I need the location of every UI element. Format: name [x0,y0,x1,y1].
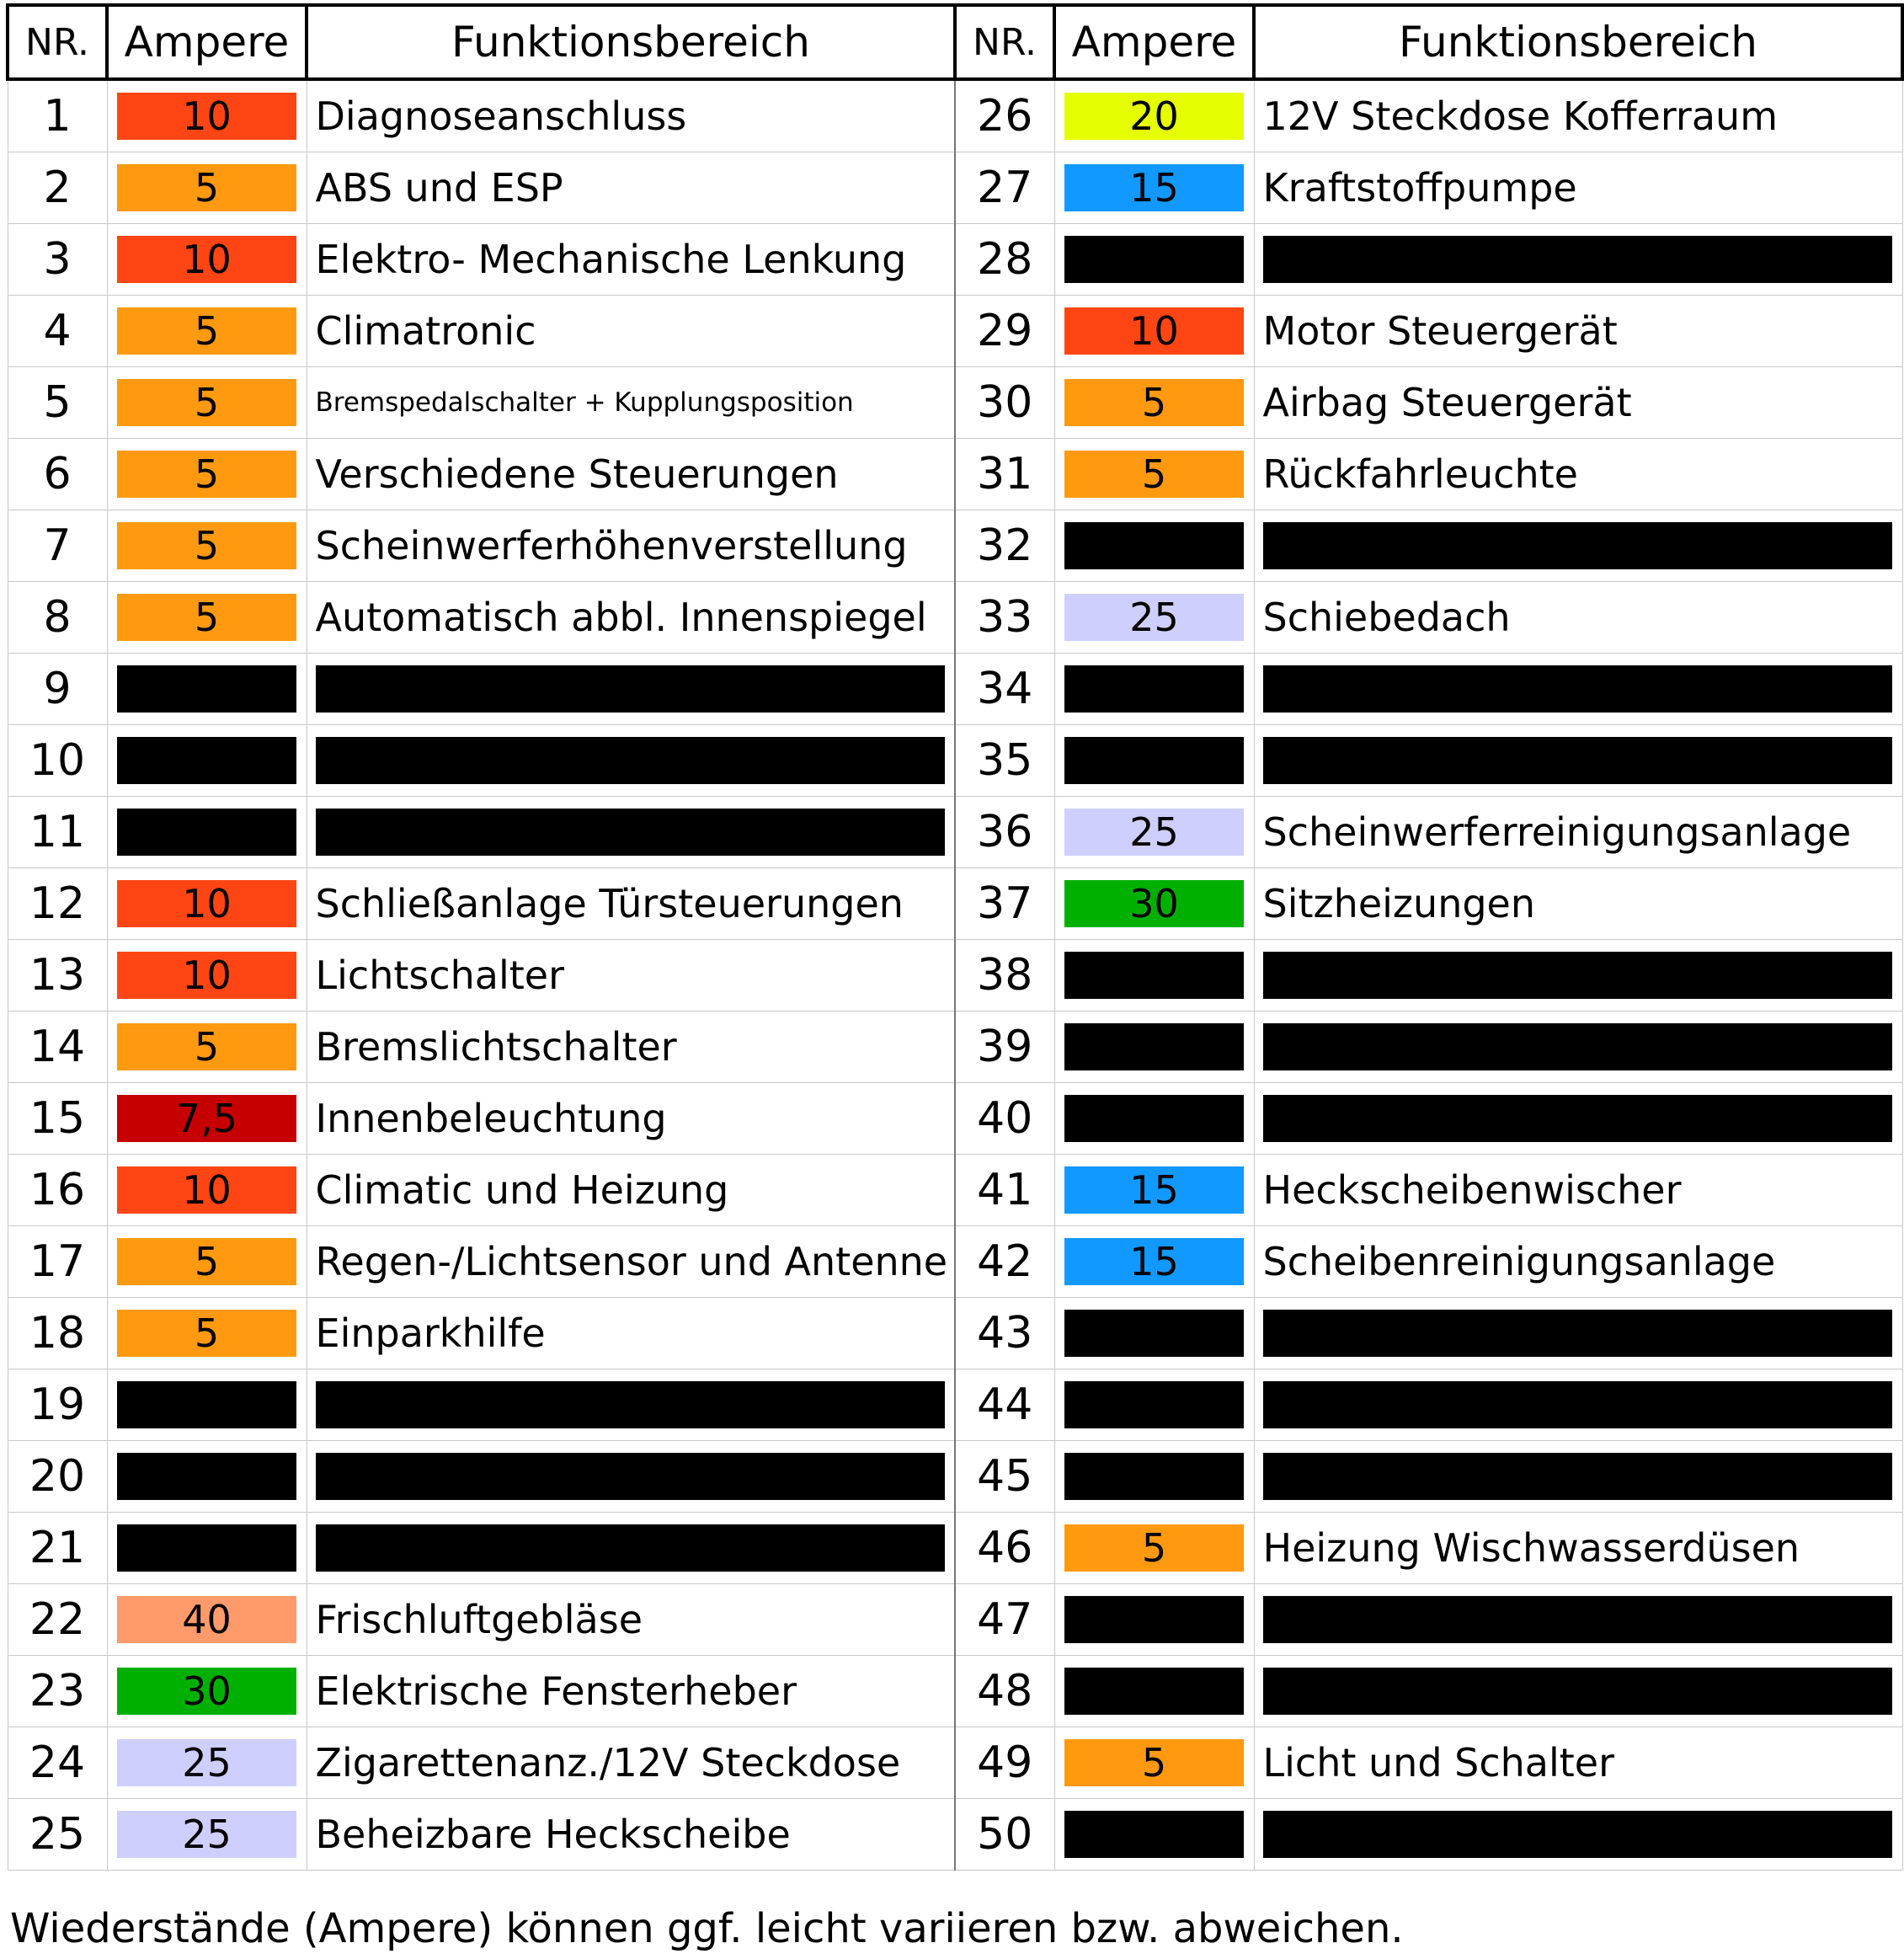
ampere-blank-box [1064,236,1244,283]
table-row [8,725,1902,797]
function-cell [307,1656,955,1727]
ampere-cell [1054,1226,1254,1298]
fuse-number: 29 [955,296,1054,367]
ampere-blank-box [1064,665,1244,713]
ampere-badge: 5 [117,1310,296,1357]
ampere-blank-box [1064,1095,1244,1142]
ampere-badge: 30 [117,1668,296,1715]
function-cell [1254,868,1902,940]
fuse-number: 3 [8,224,107,296]
function-blank-box [1263,1381,1892,1428]
ampere-blank-box [1064,1668,1244,1715]
ampere-badge: 7,5 [117,1095,296,1142]
function-label: Heckscheibenwischer [1262,1167,1682,1213]
ampere-badge: 5 [1064,1524,1244,1572]
table-row [8,296,1902,367]
function-label: Innenbeleuchtung [315,1096,667,1141]
ampere-badge: 5 [117,379,296,426]
table-row [8,1155,1902,1226]
fuse-number: 23 [8,1656,107,1727]
fuse-number: 38 [955,940,1054,1012]
function-cell [1254,1727,1902,1799]
function-cell [307,1513,955,1584]
ampere-cell [107,510,307,582]
function-label: Heizung Wischwasserdüsen [1262,1525,1800,1571]
function-label: Schiebedach [1262,595,1511,640]
table-row [8,224,1902,296]
ampere-cell [107,1155,307,1226]
fuse-number: 24 [8,1727,107,1799]
fuse-number: 47 [955,1584,1054,1656]
fuse-number: 28 [955,224,1054,296]
ampere-cell [107,797,307,868]
table-row [8,1441,1902,1513]
ampere-cell [107,1727,307,1799]
ampere-cell [107,1441,307,1513]
ampere-cell [1054,152,1254,224]
ampere-cell [107,367,307,439]
ampere-cell [107,152,307,224]
fuse-number: 12 [8,868,107,940]
ampere-cell [107,654,307,725]
function-label: 12V Steckdose Kofferraum [1262,93,1778,139]
ampere-cell [107,725,307,797]
fuse-number: 8 [8,582,107,654]
ampere-blank-box [117,1381,296,1428]
fuse-number: 40 [955,1083,1054,1155]
table-row [8,367,1902,439]
ampere-badge: 10 [117,880,296,927]
ampere-badge: 5 [117,164,296,211]
function-cell [307,224,955,296]
ampere-blank-box [1064,1596,1244,1643]
fuse-number: 25 [8,1799,107,1871]
function-blank-box [1263,665,1892,713]
footnote: Wiederstände (Ampere) können ggf. leicht variieren bzw. abweichen. [10,1905,1404,1952]
ampere-badge: 25 [1064,809,1244,856]
function-label: Verschiedene Steuerungen [315,451,839,497]
function-cell [307,367,955,439]
function-blank-box [316,1381,945,1428]
function-cell [1254,224,1902,296]
ampere-badge: 30 [1064,880,1244,927]
ampere-badge: 5 [117,522,296,569]
ampere-badge: 25 [117,1811,296,1858]
ampere-badge: 10 [117,952,296,999]
function-cell [307,1012,955,1083]
function-blank-box [1263,1668,1892,1715]
function-cell [307,1441,955,1513]
header-ampere-right: Ampere [1054,5,1254,79]
function-cell [307,725,955,797]
function-label: Elektro- Mechanische Lenkung [315,237,907,282]
ampere-cell [107,582,307,654]
function-cell [307,868,955,940]
ampere-badge: 40 [117,1596,296,1643]
ampere-blank-box [1064,1381,1244,1428]
function-label: Airbag Steuergerät [1262,380,1632,425]
table-row [8,582,1902,654]
fuse-number: 46 [955,1513,1054,1584]
ampere-badge: 5 [1064,379,1244,426]
function-cell [307,79,955,152]
table-row [8,1727,1902,1799]
ampere-cell [1054,1584,1254,1656]
ampere-cell [1054,1799,1254,1871]
fuse-number: 37 [955,868,1054,940]
table-row [8,1369,1902,1441]
ampere-badge: 5 [117,1023,296,1070]
function-cell [307,152,955,224]
fuse-number: 18 [8,1298,107,1369]
ampere-badge: 5 [1064,451,1244,498]
function-label: Beheizbare Heckscheibe [315,1812,791,1857]
ampere-badge: 5 [117,451,296,498]
ampere-cell [1054,224,1254,296]
ampere-badge: 20 [1064,93,1244,140]
ampere-cell [1054,582,1254,654]
fuse-number: 45 [955,1441,1054,1513]
fuse-number: 36 [955,797,1054,868]
ampere-blank-box [117,809,296,856]
ampere-cell [1054,1369,1254,1441]
fuse-number: 26 [955,79,1054,152]
function-cell [1254,79,1902,152]
ampere-cell [1054,940,1254,1012]
fuse-number: 35 [955,725,1054,797]
ampere-cell [107,1012,307,1083]
ampere-cell [1054,1012,1254,1083]
function-label: Scheinwerferreinigungsanlage [1262,809,1852,855]
ampere-cell [107,1513,307,1584]
function-cell [1254,1155,1902,1226]
ampere-cell [107,1584,307,1656]
function-blank-box [1263,1023,1892,1070]
table-header [8,5,1902,79]
fuse-number: 14 [8,1012,107,1083]
function-label: Frischluftgebläse [315,1597,643,1642]
fuse-number: 21 [8,1513,107,1584]
function-cell [1254,1513,1902,1584]
function-label: ABS und ESP [315,165,563,211]
table-row [8,1083,1902,1155]
ampere-blank-box [1064,1811,1244,1858]
function-label: Elektrische Fensterheber [315,1668,797,1714]
function-label: Bremspedalschalter + Kupplungsposition [315,387,854,418]
function-label: Einparkhilfe [315,1310,546,1356]
function-blank-box [316,809,945,856]
function-label: Schließanlage Türsteuerungen [315,881,904,926]
function-cell [307,510,955,582]
function-cell [307,296,955,367]
ampere-cell [1054,1441,1254,1513]
table-row [8,1226,1902,1298]
function-blank-box [1263,737,1892,784]
table-row [8,940,1902,1012]
ampere-cell [1054,439,1254,510]
function-cell [307,1799,955,1871]
function-cell [307,1727,955,1799]
fuse-number: 11 [8,797,107,868]
ampere-cell [107,1799,307,1871]
function-blank-box [1263,236,1892,283]
function-blank-box [316,737,945,784]
fuse-number: 50 [955,1799,1054,1871]
ampere-cell [1054,654,1254,725]
ampere-cell [1054,797,1254,868]
ampere-cell [1054,868,1254,940]
ampere-badge: 25 [1064,594,1244,641]
function-cell [1254,439,1902,510]
fuse-number: 32 [955,510,1054,582]
ampere-cell [1054,1513,1254,1584]
ampere-badge: 15 [1064,1238,1244,1285]
function-label: Kraftstoffpumpe [1262,165,1577,211]
function-label: Diagnoseanschluss [315,93,687,139]
function-label: Regen-/Lichtsensor und Antenne [315,1239,948,1284]
table-row [8,439,1902,510]
table-body [8,79,1902,1871]
ampere-badge: 15 [1064,164,1244,211]
header-nr-right: NR. [955,5,1054,79]
function-cell [1254,296,1902,367]
function-cell [1254,797,1902,868]
fuse-number: 49 [955,1727,1054,1799]
function-cell [1254,1226,1902,1298]
ampere-cell [107,940,307,1012]
function-label: Scheibenreinigungsanlage [1262,1239,1776,1284]
fuse-number: 20 [8,1441,107,1513]
table-row [8,654,1902,725]
ampere-blank-box [117,1524,296,1572]
function-cell [1254,1441,1902,1513]
table-row [8,1799,1902,1871]
function-label: Automatisch abbl. Innenspiegel [315,595,927,640]
function-label: Motor Steuergerät [1262,308,1618,354]
ampere-cell [107,1298,307,1369]
function-blank-box [316,665,945,713]
ampere-badge: 10 [1064,307,1244,355]
ampere-blank-box [117,1453,296,1500]
ampere-badge: 10 [117,236,296,283]
function-blank-box [1263,1811,1892,1858]
function-label: Bremslichtschalter [315,1024,677,1070]
fuse-number: 13 [8,940,107,1012]
fuse-number: 30 [955,367,1054,439]
function-label: Zigarettenanz./12V Steckdose [315,1740,901,1786]
ampere-cell [1054,79,1254,152]
function-cell [1254,1012,1902,1083]
function-cell [1254,940,1902,1012]
function-cell [307,1584,955,1656]
ampere-blank-box [1064,1310,1244,1357]
fuse-number: 9 [8,654,107,725]
fuse-number: 7 [8,510,107,582]
function-cell [307,940,955,1012]
function-cell [1254,1799,1902,1871]
fuse-number: 41 [955,1155,1054,1226]
ampere-cell [1054,725,1254,797]
function-cell [1254,1584,1902,1656]
ampere-cell [107,296,307,367]
function-cell [1254,367,1902,439]
function-blank-box [1263,1095,1892,1142]
function-label: Climatic und Heizung [315,1167,729,1213]
ampere-cell [1054,1155,1254,1226]
ampere-cell [107,79,307,152]
ampere-cell [1054,1083,1254,1155]
ampere-blank-box [1064,737,1244,784]
fuse-number: 16 [8,1155,107,1226]
fuse-number: 6 [8,439,107,510]
ampere-badge: 15 [1064,1166,1244,1214]
header-row [8,5,1902,79]
ampere-cell [107,868,307,940]
function-cell [307,1155,955,1226]
header-funktionsbereich-right: Funktionsbereich [1254,5,1902,79]
function-cell [307,797,955,868]
ampere-blank-box [1064,1453,1244,1500]
fuse-number: 27 [955,152,1054,224]
ampere-badge: 5 [117,594,296,641]
fuse-number: 31 [955,439,1054,510]
table-row [8,152,1902,224]
ampere-badge: 5 [117,307,296,355]
function-label: Licht und Schalter [1262,1740,1615,1786]
function-cell [1254,654,1902,725]
fuse-number: 5 [8,367,107,439]
function-cell [307,1369,955,1441]
ampere-blank-box [1064,1023,1244,1070]
function-cell [1254,725,1902,797]
table-row [8,1012,1902,1083]
fuse-number: 43 [955,1298,1054,1369]
function-cell [307,1083,955,1155]
function-label: Lichtschalter [315,953,565,998]
ampere-cell [107,1656,307,1727]
function-blank-box [1263,1596,1892,1643]
fuse-number: 4 [8,296,107,367]
ampere-cell [107,1083,307,1155]
ampere-cell [1054,510,1254,582]
ampere-blank-box [1064,952,1244,999]
ampere-blank-box [117,737,296,784]
header-nr-left: NR. [8,5,107,79]
table-row [8,868,1902,940]
ampere-badge: 10 [117,1166,296,1214]
fuse-number: 15 [8,1083,107,1155]
ampere-blank-box [1064,522,1244,569]
fuse-number: 2 [8,152,107,224]
function-cell [1254,1369,1902,1441]
function-label: Climatronic [315,308,536,354]
function-blank-box [1263,1453,1892,1500]
table-row [8,1656,1902,1727]
fuse-number: 34 [955,654,1054,725]
function-cell [307,582,955,654]
function-label: Rückfahrleuchte [1262,451,1578,497]
function-cell [307,439,955,510]
ampere-cell [1054,1656,1254,1727]
ampere-cell [1054,1298,1254,1369]
ampere-badge: 10 [117,93,296,140]
ampere-blank-box [117,665,296,713]
function-cell [1254,152,1902,224]
fuse-number: 1 [8,79,107,152]
fuse-table [6,3,1904,1871]
table-row [8,1298,1902,1369]
table-row [8,1513,1902,1584]
function-cell [1254,1298,1902,1369]
function-blank-box [316,1524,945,1572]
table-row [8,1584,1902,1656]
function-cell [307,1298,955,1369]
ampere-cell [107,1369,307,1441]
ampere-cell [1054,296,1254,367]
table-row [8,797,1902,868]
function-label: Sitzheizungen [1262,881,1536,926]
function-blank-box [316,1453,945,1500]
table-row [8,510,1902,582]
fuse-number: 44 [955,1369,1054,1441]
ampere-cell [107,224,307,296]
ampere-cell [107,1226,307,1298]
fuse-number: 10 [8,725,107,797]
function-blank-box [1263,522,1892,569]
table-row [8,79,1902,152]
fuse-number: 39 [955,1012,1054,1083]
ampere-cell [1054,367,1254,439]
function-blank-box [1263,1310,1892,1357]
function-label: Scheinwerferhöhenverstellung [315,523,908,568]
function-cell [1254,510,1902,582]
ampere-cell [1054,1727,1254,1799]
function-blank-box [1263,952,1892,999]
function-cell [1254,1083,1902,1155]
fuse-number: 48 [955,1656,1054,1727]
ampere-badge: 5 [117,1238,296,1285]
fuse-number: 22 [8,1584,107,1656]
function-cell [1254,1656,1902,1727]
header-ampere-left: Ampere [107,5,307,79]
fuse-number: 19 [8,1369,107,1441]
fuse-number: 17 [8,1226,107,1298]
function-cell [1254,582,1902,654]
ampere-badge: 25 [117,1739,296,1786]
function-cell [307,1226,955,1298]
ampere-cell [107,439,307,510]
fuse-number: 42 [955,1226,1054,1298]
function-cell [307,654,955,725]
ampere-badge: 5 [1064,1739,1244,1786]
fuse-number: 33 [955,582,1054,654]
header-funktionsbereich-left: Funktionsbereich [307,5,955,79]
